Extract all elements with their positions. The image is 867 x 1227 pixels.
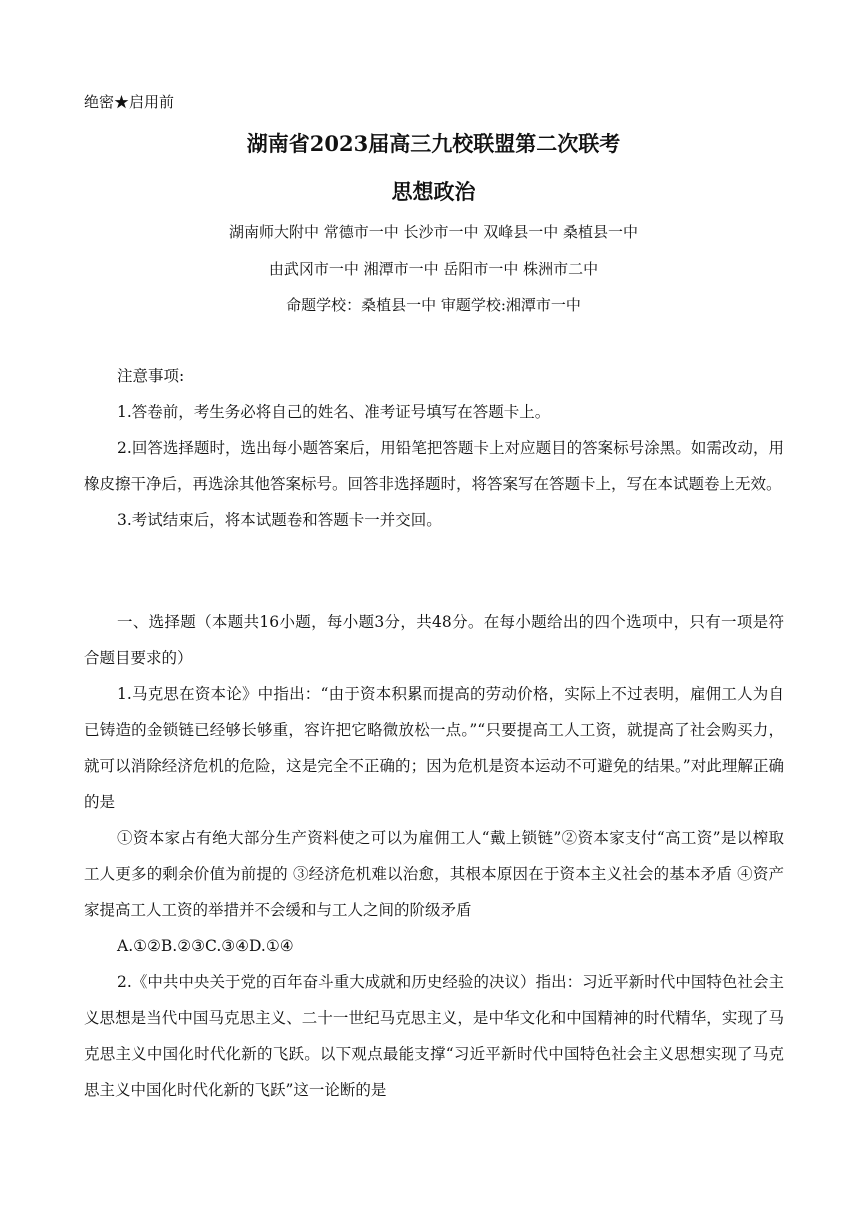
section-heading: 一、选择题（本题共16小题，每小题3分，共48分。在每小题给出的四个选项中，只有一项是符合题目要求的） [84, 613, 784, 667]
secret-mark: 绝密★启用前 [84, 93, 175, 111]
question-1-stem: 1.马克思在资本论》中指出：“由于资本积累而提高的劳动价格，实际上不过表明，雇佣工人为自已铸造的金锁链已经够长够重，容许把它略微放松一点。”“只要提高工人工资，就提高了社会购买力，就可以消除经济危机的危险，这是完全不正确的；因为危机是资本运动不可避免的结果。”对此理解正确的是 [84, 685, 784, 811]
schools-line-1: 湖南师大附中 常德市一中 长沙市一中 双峰县一中 桑植县一中 [228, 223, 639, 241]
schools-line-2: 由武冈市一中 湘潭市一中 岳阳市一中 株洲市二中 [268, 260, 599, 278]
question-2-stem: 2.《中共中央关于党的百年奋斗重大成就和历史经验的决议）指出：习近平新时代中国特色社会主义思想是当代中国马克思主义、二十一世纪马克思主义，是中华文化和中国精神的时代精华，实现了马克思主义中国化时代化新的飞跃。以下观点最能支撑“习近平新时代中国特色社会主义思想实现了马克思主义中国化时代化新的飞跃”这一论断的是 [84, 973, 784, 1099]
notes-section [84, 358, 784, 538]
note-item-3: 3.考试结束后，将本试题卷和答题卡一并交回。 [117, 511, 442, 529]
notes-heading: 注意事项: [117, 367, 185, 385]
note-item-1: 1.答卷前，考生务必将自己的姓名、准考证号填写在答题卡上。 [117, 403, 551, 421]
subject-title: 思想政治 [391, 179, 476, 204]
note-item-2: 2.回答选择题时，选出每小题答案后，用铅笔把答题卡上对应题目的答案标号涂黑。如需改动，用橡皮擦干净后，再选涂其他答案标号。回答非选择题时，将答案写在答题卡上，写在本试题卷上无效。 [84, 439, 784, 493]
questions-section [84, 604, 784, 1108]
question-1-options: A.①②B.②③C.③④D.①④ [117, 937, 294, 955]
exam-title: 湖南省2023届高三九校联盟第二次联考 [246, 131, 621, 156]
proposer-line: 命题学校：桑植县一中 审题学校:湘潭市一中 [286, 296, 581, 314]
question-1-statements: ①资本家占有绝大部分生产资料使之可以为雇佣工人“戴上锁链”②资本家支付“高工资”是以榨取工人更多的剩余价值为前提的 ③经济危机难以治愈，其根本原因在于资本主义社会的基本矛盾 ④资产家提高工人工资的举措并不会缓和与工人之间的阶级矛盾 [84, 829, 784, 919]
